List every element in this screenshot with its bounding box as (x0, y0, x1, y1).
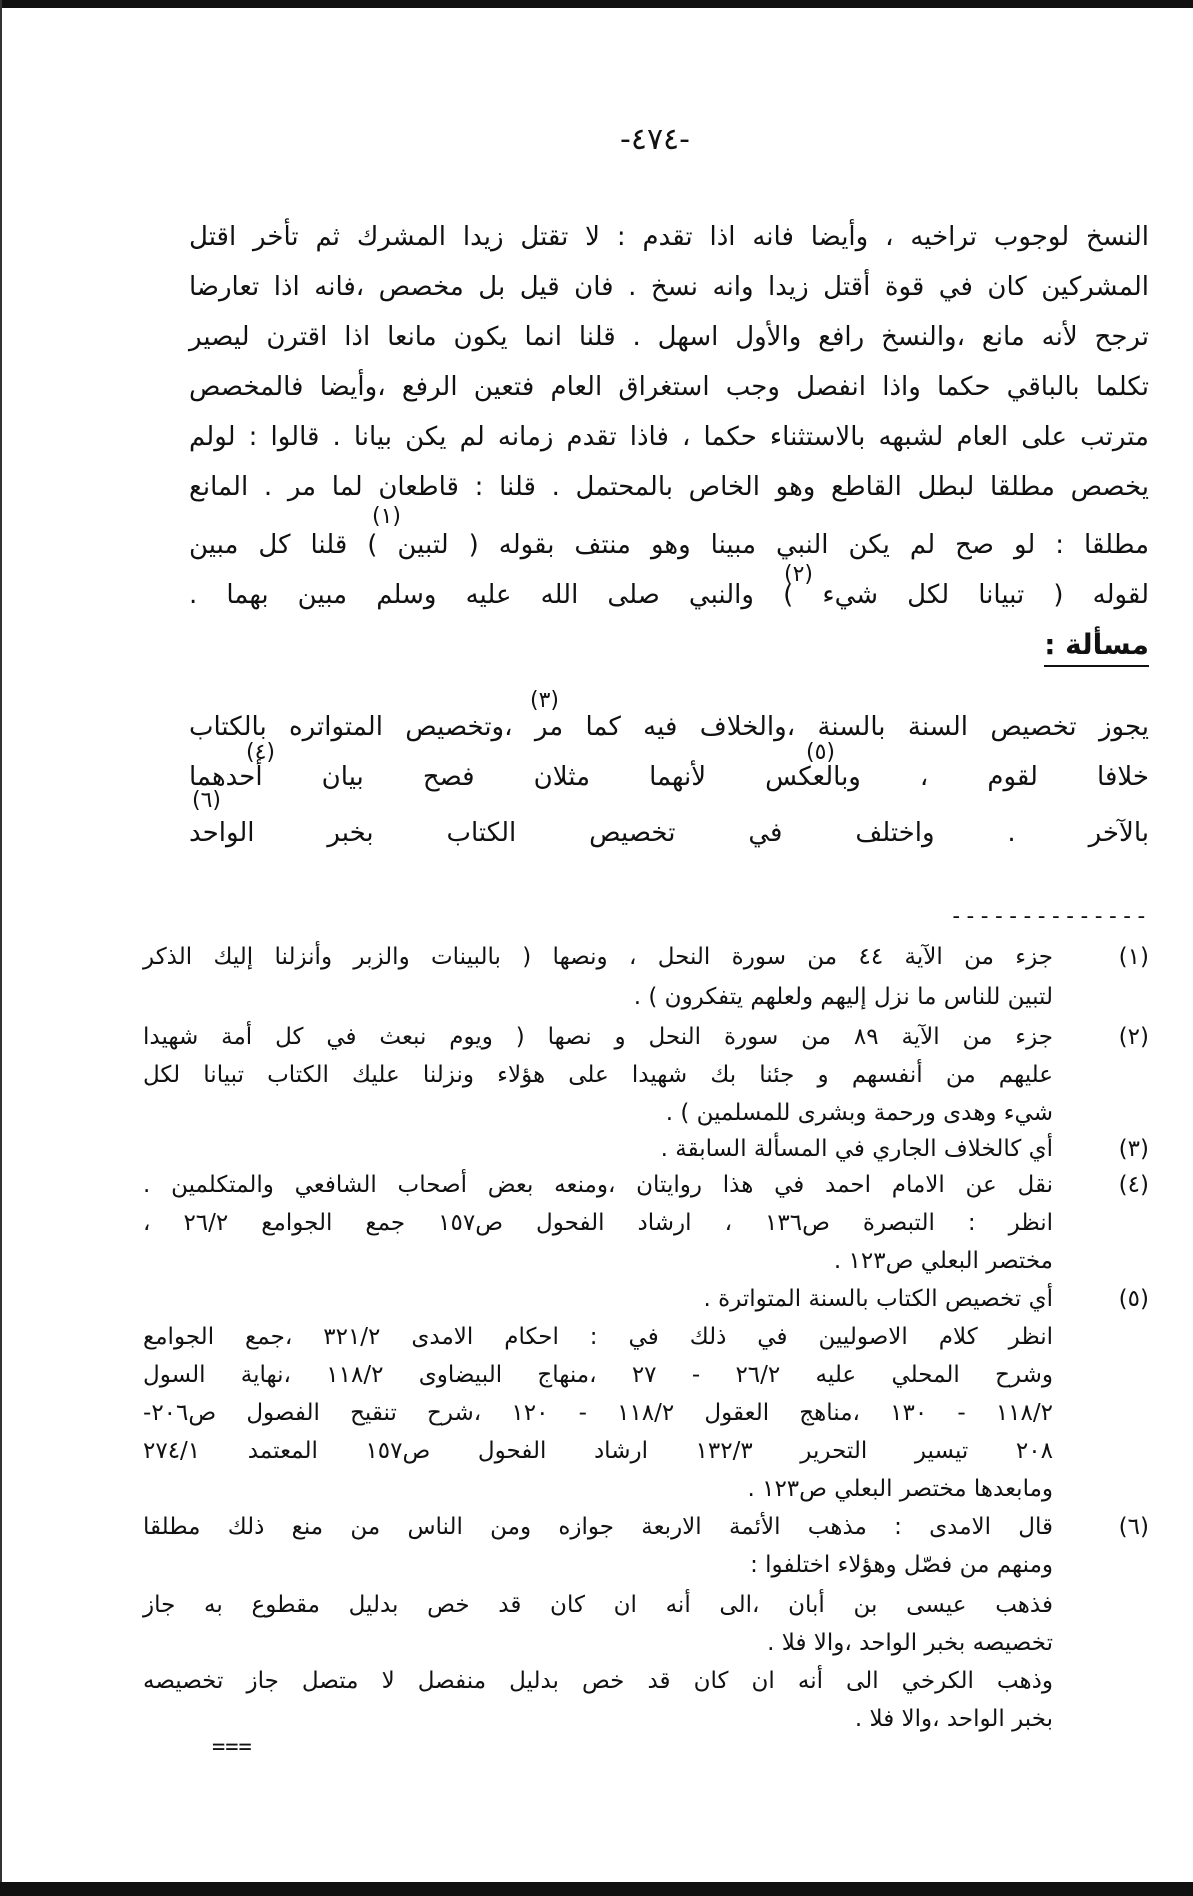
footnote-number-3: (٣) (1118, 1136, 1149, 1162)
footnote-number-2: (٢) (1118, 1024, 1149, 1050)
footnote-5-line-6: ومابعدها مختصر البعلي ص١٢٣ . (747, 1476, 1053, 1502)
footnote-number-6: (٦) (1118, 1514, 1149, 1540)
footnote-6-line-2: ومنهم من فصّل وهؤلاء اختلفوا : (750, 1552, 1053, 1578)
footnote-4-line-3: مختصر البعلي ص١٢٣ . (833, 1248, 1053, 1274)
body-line-3: ترجح لأنه مانع ،والنسخ رافع والأول اسهل . قلنا انما يكون مانعا اذا اقترن ليصير (189, 322, 1149, 352)
body-line-5: مترتب على العام لشبهه بالاستثناء حكما ، فاذا تقدم زمانه لم يكن بيانا . قالوا : لولم (189, 422, 1149, 452)
footnote-ref-4: (٤) (246, 740, 276, 765)
section-line-2: خلافا لقوم ، وبالعكس لأنهما مثلان فصح بيان أحدهما (189, 762, 1149, 792)
footnote-5-line-3: وشرح المحلي عليه ٢٦/٢ - ٢٧ ،منهاج البيضاوى ١١٨/٢ ،نهاية السول (143, 1362, 1053, 1388)
body-line-1: النسخ لوجوب تراخيه ، وأيضا فانه اذا تقدم : لا تقتل زيدا المشرك ثم تأخر اقتل (189, 222, 1149, 252)
footnote-6-line-1: قال الامدى : مذهب الأئمة الاربعة جوازه ومن الناس من منع ذلك مطلقا (143, 1514, 1053, 1540)
section-line-3: بالآخر . واختلف في تخصيص الكتاب بخبر الواحد (189, 818, 1149, 848)
footnote-ref-3: (٣) (530, 688, 560, 713)
footnote-6-line-5: وذهب الكرخي الى أنه ان كان قد خص بدليل منفصل لا متصل جاز تخصيصه (143, 1668, 1053, 1694)
footnote-4-line-1: نقل عن الامام احمد في هذا روايتان ،ومنعه بعض أصحاب الشافعي والمتكلمين . (143, 1172, 1053, 1198)
body-line-2: المشركين كان في قوة أقتل زيدا وانه نسخ . فان قيل بل مخصص ،فانه اذا تعارضا (189, 272, 1149, 302)
scan-left-edge (0, 0, 2, 1896)
footnote-number-5: (٥) (1118, 1286, 1149, 1312)
footnote-5-line-4: ١١٨/٢ - ١٣٠ ،مناهج العقول ١١٨/٢ - ١٢٠ ،شرح تنقيح الفصول ص٢٠٦- (143, 1400, 1053, 1426)
body-line-4: تكلما بالباقي حكما واذا انفصل وجب استغراق العام فتعين الرفع ،وأيضا فالمخصص (189, 372, 1149, 402)
footnote-6-line-4: تخصيصه بخبر الواحد ،والا فلا . (767, 1630, 1053, 1656)
footnote-separator: -------------- (949, 904, 1149, 929)
body-line-7: مطلقا : لو صح لم يكن النبي مبينا وهو منتف بقوله ( لتبين ) قلنا كل مبين (189, 530, 1149, 560)
footnote-ref-1: (١) (372, 504, 402, 529)
scan-bottom-edge (0, 1882, 1193, 1896)
footnote-1-line-1: جزء من الآية ٤٤ من سورة النحل ، ونصها ( بالبينات والزبر وأنزلنا إليك الذكر (143, 944, 1054, 970)
footnote-6-line-3: فذهب عيسى بن أبان ،الى أنه ان كان قد خص بدليل مقطوع به جاز (143, 1592, 1053, 1618)
footnote-3-line-1: أي كالخلاف الجاري في المسألة السابقة . (660, 1136, 1053, 1162)
footnote-ref-5: (٥) (806, 740, 836, 765)
footnote-ref-2: (٢) (784, 562, 814, 587)
footnote-number-1: (١) (1118, 944, 1149, 970)
section-line-1: يجوز تخصيص السنة بالسنة ،والخلاف فيه كما مر ،وتخصيص المتواتره بالكتاب (189, 712, 1149, 742)
footnote-5-line-2: انظر كلام الاصوليين في ذلك في : احكام الامدى ٣٢١/٢ ،جمع الجوامع (143, 1324, 1053, 1350)
footnote-1-line-2: لتبين للناس ما نزل إليهم ولعلهم يتفكرون ) . (633, 984, 1053, 1010)
footnote-5-line-5: ٢٠٨ تيسير التحرير ١٣٢/٣ ارشاد الفحول ص١٥٧ المعتمد ٢٧٤/١ (143, 1438, 1053, 1464)
section-heading: مسألة : (1044, 628, 1149, 667)
footnote-4-line-2: انظر : التبصرة ص١٣٦ ، ارشاد الفحول ص١٥٧ جمع الجوامع ٢٦/٢ ، (143, 1210, 1053, 1236)
footnote-2-line-2: عليهم من أنفسهم و جئنا بك شهيدا على هؤلاء ونزلنا عليك الكتاب تبيانا لكل (143, 1062, 1053, 1088)
page-number: -٤٧٤- (620, 122, 690, 157)
body-line-8: لقوله ( تبيانا لكل شيء ) والنبي صلى الله عليه وسلم مبين بهما . (189, 580, 1149, 610)
footnote-2-line-3: شيء وهدى ورحمة وبشرى للمسلمين ) . (665, 1100, 1053, 1126)
footnote-number-4: (٤) (1118, 1172, 1149, 1198)
footnote-6-line-6: بخبر الواحد ،والا فلا . (854, 1706, 1053, 1732)
scan-top-edge (0, 0, 1193, 8)
footnote-2-line-1: جزء من الآية ٨٩ من سورة النحل و نصها ( ويوم نبعث في كل أمة شهيدا (143, 1024, 1053, 1050)
end-mark: === (212, 1735, 252, 1760)
footnote-5-line-1: أي تخصيص الكتاب بالسنة المتواترة . (703, 1286, 1053, 1312)
footnote-ref-6: (٦) (192, 788, 222, 813)
body-line-6: يخصص مطلقا لبطل القاطع وهو الخاص بالمحتمل . قلنا : قاطعان لما مر . المانع (189, 472, 1149, 502)
